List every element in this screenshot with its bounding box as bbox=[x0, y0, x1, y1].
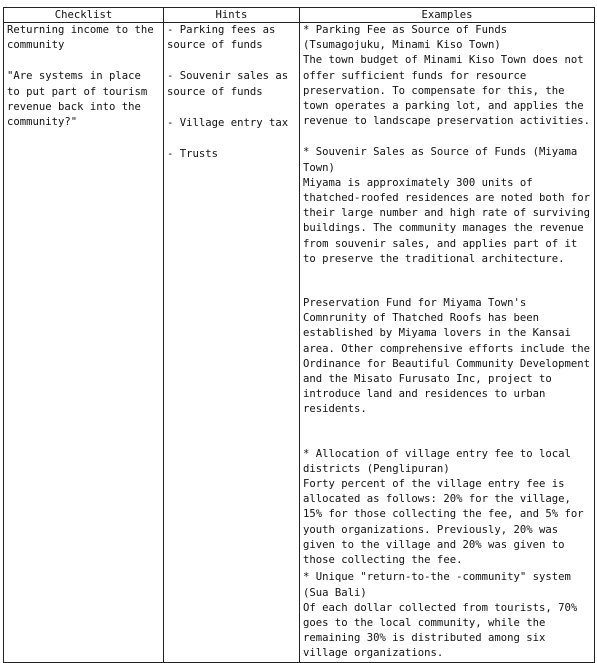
example-fund-body: Preservation Fund for Miyama Town's Comnrunity of Thatched Roofs has been established by Miyama lovers in the Kansai area. Other comprehensive efforts include the Ordinance for Beautiful Community Development and the Misato Furusato Inc, project to introduce land and residences to urban residents. bbox=[303, 297, 591, 416]
example-entry-fee-body: Forty percent of the village entry fee is allocated as follows: 20% for the village, 15% for those collecting the fee, and 5% for youth organizations. Previously, 20% was given to the village and 20% was given to those collecting the fee. bbox=[303, 478, 584, 567]
hint-village-entry-tax: - Village entry tax bbox=[167, 116, 289, 129]
checklist-topic: Returning income to the community bbox=[7, 24, 154, 52]
hint-parking-fees: - Parking fees as source of funds bbox=[167, 24, 276, 52]
checklist-table bbox=[3, 7, 595, 663]
example-parking-body: The town budget of Minami Kiso Town does not offer sufficient funds for resource preservation. To compensate for this, the town operates a parking lot, and applies the revenue to landscape preservation activities. bbox=[303, 54, 591, 128]
examples-cell bbox=[300, 23, 595, 663]
example-parking-title: * Parking Fee as Source of Funds (Tsumagojuku, Minami Kiso Town) bbox=[303, 24, 508, 52]
header-examples: Examples bbox=[300, 8, 595, 23]
checklist-cell bbox=[4, 23, 164, 663]
hint-souvenir-sales: - Souvenir sales as source of funds bbox=[167, 70, 289, 98]
example-sua-bali-body: Of each dollar collected from tourists, 70% goes to the local community, while the remaining 30% is distributed among six village organizations. bbox=[303, 601, 578, 660]
hints-cell bbox=[164, 23, 300, 663]
example-sua-bali-title: * Unique "return-to-the -community" system (Sua Bali) bbox=[303, 571, 571, 599]
example-entry-fee-title: * Allocation of village entry fee to local districts (Penglipuran) bbox=[303, 447, 571, 475]
header-checklist: Checklist bbox=[4, 8, 164, 23]
example-souvenir-body: Miyama is approximately 300 units of thatched-roofed residences are noted both for their large number and high rate of surviving buildings. The community manages the revenue from souvenir sales, and applies part of it to preserve the traditional architecture. bbox=[303, 176, 591, 265]
header-row bbox=[4, 8, 595, 23]
content-row bbox=[4, 23, 595, 663]
hint-trusts: - Trusts bbox=[167, 148, 219, 161]
example-souvenir-title: * Souvenir Sales as Source of Funds (Miyama Town) bbox=[303, 146, 578, 174]
checklist-question: "Are systems in place to put part of tourism revenue back into the community?" bbox=[7, 70, 148, 129]
header-hints: Hints bbox=[164, 8, 300, 23]
